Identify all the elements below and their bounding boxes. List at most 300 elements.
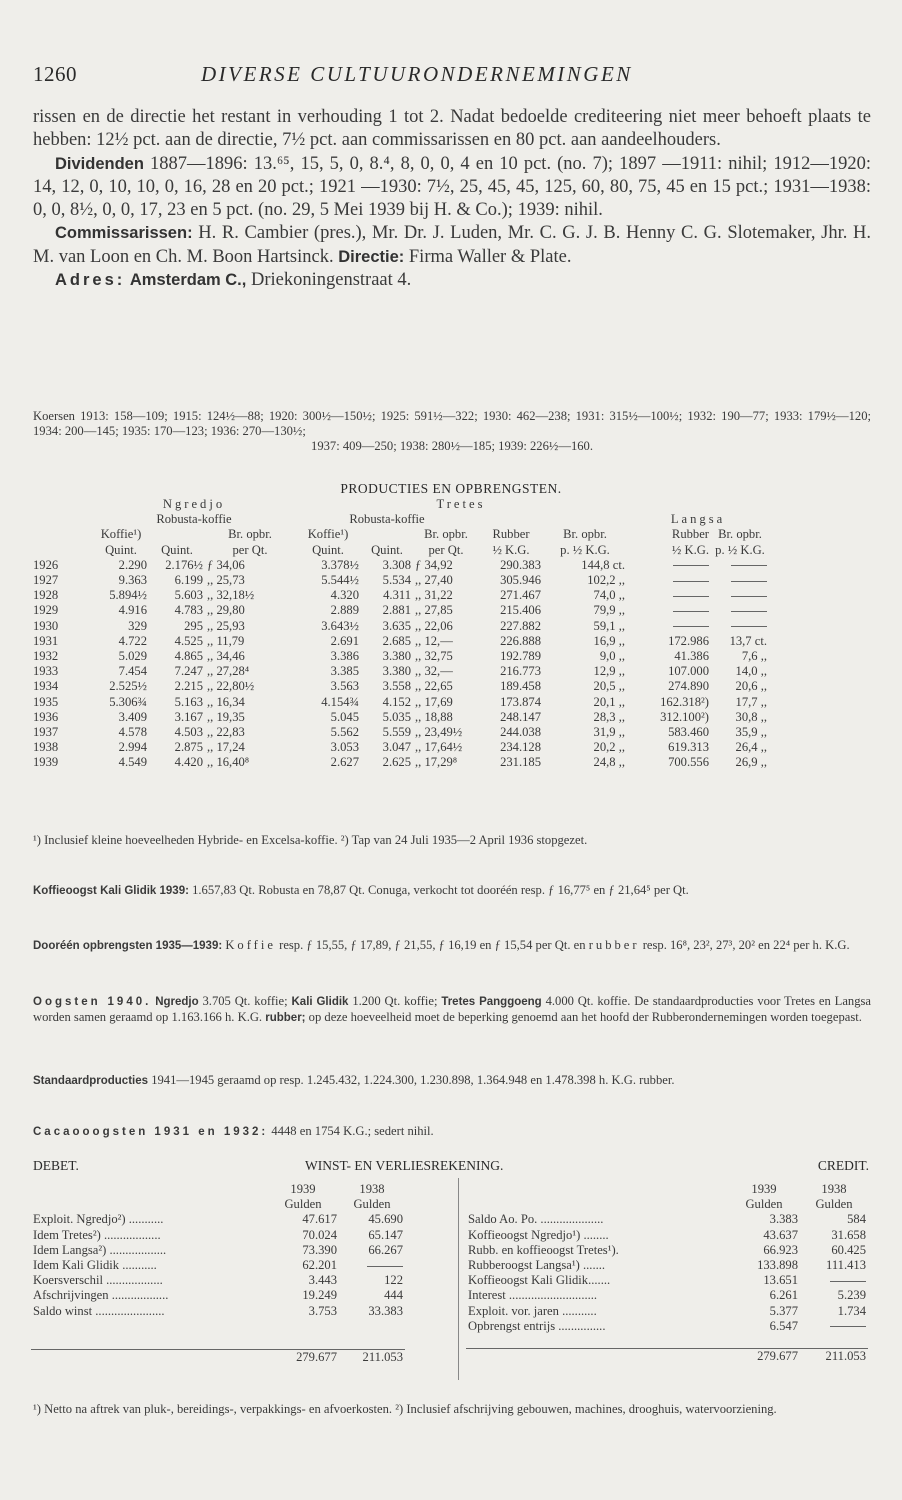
value-cell: ,, 16,40⁸: [207, 755, 250, 770]
year-cell: 1929: [33, 603, 59, 618]
debit-total-1938: 211.053: [362, 1349, 403, 1364]
value-cell: 3.047: [382, 740, 411, 755]
value-cell: 4.152: [382, 694, 411, 709]
value-cell: 20,1 ,,: [593, 694, 625, 709]
production-row: [31, 573, 769, 588]
value-cell: 4.420: [174, 755, 203, 770]
value-cell: 5.045: [330, 709, 359, 724]
account-amount: 66.267: [368, 1242, 403, 1257]
account-amount: 45.690: [368, 1212, 403, 1227]
value-cell: 14,0 ,,: [735, 664, 767, 679]
value-cell: 4.320: [330, 588, 359, 603]
value-cell: 189.458: [500, 679, 541, 694]
value-cell: 7.454: [118, 664, 147, 679]
value-cell: ,, 18,88: [415, 709, 453, 724]
subgroup-header-row: [31, 512, 769, 527]
year-1938: 1938: [359, 1182, 385, 1196]
value-cell: 3.053: [330, 740, 359, 755]
group-tretes: Tretes: [436, 497, 486, 511]
production-row: [31, 725, 769, 740]
oogsten-text-1: 3.705 Qt. koffie;: [202, 994, 288, 1008]
account-amount: 65.147: [368, 1227, 403, 1242]
value-cell: ,, 31,22: [415, 588, 453, 603]
oogsten-text-2: 1.200 Qt. koffie;: [352, 994, 438, 1008]
value-cell: 295: [184, 618, 203, 633]
value-cell: 9.363: [118, 573, 147, 588]
running-title: DIVERSE CULTUURONDERNEMINGEN: [201, 62, 633, 86]
value-cell: 5.035: [382, 709, 411, 724]
account-amount: 133.898: [757, 1258, 798, 1273]
value-cell: 26,9 ,,: [735, 755, 767, 770]
value-cell: 234.128: [500, 740, 541, 755]
production-row: [31, 755, 769, 770]
value-cell: ,, 22,06: [415, 618, 453, 633]
value-cell: 20,5 ,,: [593, 679, 625, 694]
unit-gulden: Gulden: [815, 1197, 853, 1212]
value-cell: 5.559: [382, 725, 411, 740]
account-label: Exploit. vor. jaren ...........: [468, 1303, 597, 1318]
account-amount: 6.261: [769, 1288, 798, 1303]
value-cell: 5.603: [174, 588, 203, 603]
value-cell: 2.691: [330, 633, 359, 648]
unit-header-row: [31, 543, 769, 558]
group-header-row: [31, 497, 769, 512]
value-cell: 244.038: [500, 725, 541, 740]
value-cell: [627, 603, 711, 618]
year-cell: 1934: [33, 679, 59, 694]
production-row: [31, 664, 769, 679]
production-row: [31, 710, 769, 725]
value-cell: 20,2 ,,: [593, 740, 625, 755]
account-amount: 19.249: [302, 1288, 337, 1303]
value-cell: 6.199: [174, 573, 203, 588]
year-cell: 1930: [33, 618, 59, 633]
account-row: [466, 1243, 868, 1258]
account-amount: 122: [384, 1273, 403, 1288]
value-cell: 329: [128, 618, 147, 633]
value-cell: ,, 32,—: [415, 664, 453, 679]
account-amount: [339, 1258, 405, 1273]
production-row: [31, 619, 769, 634]
value-cell: 35,9 ,,: [735, 725, 767, 740]
value-cell: [627, 588, 711, 603]
unit-per-qt: per Qt.: [232, 542, 268, 557]
value-cell: 173.874: [500, 694, 541, 709]
value-cell: ,, 34,46: [207, 649, 245, 664]
value-cell: ,, 25,93: [207, 618, 245, 633]
year-row: [31, 1182, 405, 1197]
value-cell: 4.722: [118, 633, 147, 648]
dooreen-rubber: rubber: [588, 938, 640, 952]
value-cell: ,, 22,65: [415, 679, 453, 694]
value-cell: 144,8 ct.: [581, 557, 625, 572]
account-label: Saldo winst ......................: [33, 1303, 165, 1318]
group-langsa: Langsa: [670, 512, 726, 527]
value-cell: 583.460: [668, 725, 709, 740]
unit-gulden: Gulden: [284, 1197, 322, 1212]
dash-line: [830, 1326, 866, 1327]
account-row: [31, 1304, 405, 1319]
year-cell: 1936: [33, 709, 59, 724]
unit-quint: Quint.: [161, 542, 193, 557]
dash-line: [731, 626, 767, 627]
dividends-paragraph: [33, 153, 871, 223]
account-label: Idem Tretes²) ..................: [33, 1227, 161, 1242]
value-cell: 59,1 ,,: [593, 618, 625, 633]
value-cell: [711, 573, 769, 588]
kali-label: Koffieoogst Kali Glidik 1939:: [33, 885, 189, 897]
dash-line: [731, 565, 767, 566]
dash-line: [673, 581, 709, 582]
production-row: [31, 649, 769, 664]
oogsten-ngredjo: Ngredjo: [155, 996, 199, 1008]
value-cell: ,, 17,24: [207, 740, 245, 755]
credit-label: CREDIT.: [817, 1158, 869, 1173]
value-cell: 2.875: [174, 740, 203, 755]
account-amount: 70.024: [302, 1227, 337, 1242]
value-cell: [711, 558, 769, 573]
account-footnote-text: ¹) Netto na aftrek van pluk-, bereidings-, verpakkings- en afvoerkosten. ²) Inclusief afschrijving gebouwen, machines, drooghuis, watervoorziening.: [33, 1402, 777, 1416]
year-1939: 1939: [751, 1182, 777, 1196]
col-rubber-2: Rubber: [671, 527, 709, 542]
dash-line: [673, 596, 709, 597]
dash-line: [830, 1281, 866, 1282]
commissioners-label: Commissarissen:: [55, 224, 193, 243]
account-amount: 444: [384, 1288, 403, 1303]
value-cell: 5.534: [382, 573, 411, 588]
col-koffie: Koffie¹): [100, 527, 142, 542]
account-amount: 43.637: [763, 1227, 798, 1242]
unit-quint: Quint.: [105, 542, 137, 557]
unit-per-qt: per Qt.: [428, 542, 464, 557]
oogsten-kali: Kali Glidik: [291, 996, 349, 1008]
value-cell: 5.163: [174, 694, 203, 709]
value-cell: 79,9 ,,: [593, 603, 625, 618]
address-street: Driekoningenstraat 4.: [250, 270, 412, 291]
account-amount: 6.547: [769, 1318, 798, 1333]
value-cell: 17,7 ,,: [735, 694, 767, 709]
account-label: Koersverschil ..................: [33, 1273, 163, 1288]
value-cell: 226.888: [500, 633, 541, 648]
year-1939: 1939: [290, 1182, 316, 1196]
account-amount: 1.734: [837, 1303, 866, 1318]
account-row: [466, 1304, 868, 1319]
column-header-row: [31, 527, 769, 542]
account-amount: 66.923: [763, 1242, 798, 1257]
value-cell: [627, 619, 711, 634]
robusta-ngredjo: Robusta-koffie: [156, 512, 232, 527]
account-row: [31, 1288, 405, 1303]
account-label: Afschrijvingen ..................: [33, 1288, 169, 1303]
value-cell: 2.881: [382, 603, 411, 618]
account-amount: 3.753: [308, 1303, 337, 1318]
value-cell: 216.773: [500, 664, 541, 679]
intro-paragraph: rissen en de directie het restant in verhouding 1 tot 2. Nadat bedoelde crediteering niet meer behoeft plaats te hebben: 12½ pct. aan de directie, 7½ pct. aan commissarissen en 80 pct. aan aandeelhouders.: [33, 107, 871, 151]
address-city: Amsterdam C.,: [129, 271, 247, 290]
value-cell: ,, 19,35: [207, 709, 245, 724]
oogsten-text-4: op deze hoeveelheid moet de beperking genoemd aan het hoofd der Rubberondernemingen worden toegepast.: [308, 1010, 862, 1024]
value-cell: 4.578: [118, 725, 147, 740]
value-cell: [711, 588, 769, 603]
footnote-text: ¹) Inclusief kleine hoeveelheden Hybride- en Excelsa-koffie. ²) Tap van 24 Juli 1935—2 April 1936 stopgezet.: [33, 833, 588, 847]
account-amount: 3.383: [769, 1212, 798, 1227]
account-row: [31, 1273, 405, 1288]
production-row: [31, 634, 769, 649]
account-amount: 111.413: [826, 1258, 866, 1273]
value-cell: 26,4 ,,: [735, 740, 767, 755]
debit-total-1939: 279.677: [296, 1349, 337, 1364]
dash-line: [367, 1266, 403, 1267]
value-cell: ,, 29,80: [207, 603, 245, 618]
debit-table: [31, 1182, 405, 1365]
value-cell: 3.378½: [321, 557, 359, 572]
spacer-row: [31, 1319, 405, 1350]
production-row: [31, 695, 769, 710]
account-row: [466, 1273, 868, 1288]
value-cell: 12,9 ,,: [593, 664, 625, 679]
value-cell: 4.916: [118, 603, 147, 618]
value-cell: 2.889: [330, 603, 359, 618]
production-row: [31, 603, 769, 618]
value-cell: ,, 27,40: [415, 573, 453, 588]
account-amount: [800, 1273, 868, 1288]
value-cell: ,, 17,69: [415, 694, 453, 709]
value-cell: 274.890: [668, 679, 709, 694]
value-cell: 271.467: [500, 588, 541, 603]
kali-note: [33, 883, 871, 899]
year-cell: 1933: [33, 664, 59, 679]
account-row: [466, 1288, 868, 1303]
value-cell: ,, 12,—: [415, 633, 453, 648]
commissioners-paragraph: [33, 222, 871, 269]
account-row: [466, 1258, 868, 1273]
value-cell: 9,0 ,,: [599, 649, 625, 664]
page-number: 1260: [33, 62, 77, 86]
unit-row: [31, 1197, 405, 1212]
value-cell: ,, 16,34: [207, 694, 245, 709]
value-cell: 2.290: [118, 557, 147, 572]
value-cell: 4.503: [174, 725, 203, 740]
value-cell: 3.409: [118, 709, 147, 724]
value-cell: 20,6 ,,: [735, 679, 767, 694]
year-row: [466, 1182, 868, 1197]
value-cell: 41.386: [674, 649, 709, 664]
value-cell: 3.385: [330, 664, 359, 679]
koersen-line: Koersen 1913: 158—109; 1915: 124½—88; 1920: 300½—150½; 1925: 591½—322; 1930: 462—238; 1931: 315½—100½; 1932: 190—77; 1933: 179½—120; 1934: 200—145; 1935: 170—123; 1936: 270—130½;: [33, 409, 871, 438]
value-cell: 312.100²): [660, 709, 709, 724]
col-bropbr: Br. opbr.: [228, 527, 272, 542]
standaard-text: 1941—1945 geraamd op resp. 1.245.432, 1.224.300, 1.230.898, 1.364.948 en 1.478.398 h. K.G. rubber.: [151, 1073, 675, 1087]
year-cell: 1926: [33, 557, 59, 572]
unit-pkg: p. ½ K.G.: [560, 542, 610, 557]
directie-text: Firma Waller & Plate.: [408, 246, 572, 267]
year-cell: 1938: [33, 740, 59, 755]
account-amount: 33.383: [368, 1303, 403, 1318]
value-cell: 2.994: [118, 740, 147, 755]
koersen-line-2: 1937: 409—250; 1938: 280½—185; 1939: 226½—160.: [311, 439, 593, 453]
value-cell: ,, 22,83: [207, 725, 245, 740]
credit-table: [466, 1182, 868, 1364]
value-cell: [711, 619, 769, 634]
value-cell: 619.313: [668, 740, 709, 755]
value-cell: 4.525: [174, 633, 203, 648]
credit-total-1938: 211.053: [825, 1349, 866, 1364]
value-cell: ,, 25,73: [207, 573, 245, 588]
account-row: [466, 1212, 868, 1227]
account-label: Idem Kali Glidik ...........: [33, 1258, 157, 1273]
year-cell: 1928: [33, 588, 59, 603]
account-amount: 60.425: [831, 1242, 866, 1257]
account-divider: [458, 1178, 459, 1380]
account-amount: 5.239: [837, 1288, 866, 1303]
year-cell: 1931: [33, 633, 59, 648]
account-title: WINST- EN VERLIESREKENING.: [305, 1158, 504, 1173]
value-cell: 3.380: [382, 649, 411, 664]
value-cell: 215.406: [500, 603, 541, 618]
value-cell: [627, 558, 711, 573]
value-cell: ,, 22,80½: [207, 679, 255, 694]
oogsten-text-3: 4.000 Qt. koffie. De standaardproducties voor Tretes en Langsa worden samen geraamd op 1.163.166 h. K.G.: [33, 994, 872, 1024]
unit-gulden: Gulden: [353, 1197, 391, 1212]
value-cell: 7.247: [174, 664, 203, 679]
value-cell: 162.318²): [660, 694, 709, 709]
standaard-label: Standaardproducties: [33, 1075, 149, 1087]
year-cell: 1935: [33, 694, 59, 709]
year-1938: 1938: [821, 1182, 847, 1196]
value-cell: 227.882: [500, 618, 541, 633]
value-cell: 290.383: [500, 557, 541, 572]
col-bropbr-3: Br. opbr.: [563, 527, 607, 542]
col-rubber: Rubber: [492, 527, 530, 542]
account-row: [31, 1228, 405, 1243]
directie-label: Directie:: [338, 247, 405, 266]
unit-pkg: p. ½ K.G.: [715, 542, 765, 557]
value-cell: 5.306¾: [109, 694, 147, 709]
unit-quint: Quint.: [312, 542, 344, 557]
value-cell: ƒ 34,06: [207, 557, 245, 572]
value-cell: 2.176½: [165, 557, 203, 572]
value-cell: 2.215: [174, 679, 203, 694]
dash-line: [731, 581, 767, 582]
account-row: [31, 1243, 405, 1258]
value-cell: 5.894½: [109, 588, 147, 603]
dash-line: [731, 611, 767, 612]
value-cell: 192.789: [500, 649, 541, 664]
production-row: [31, 679, 769, 694]
value-cell: 3.643½: [321, 618, 359, 633]
account-label: Koffieoogst Ngredjo¹) ........: [468, 1227, 609, 1242]
value-cell: 172.986: [668, 633, 709, 648]
value-cell: 7,6 ,,: [741, 649, 767, 664]
value-cell: ƒ 34,92: [415, 557, 453, 572]
dash-line: [731, 596, 767, 597]
dooreen-text-1: resp. ƒ 15,55, ƒ 17,89, ƒ 21,55, ƒ 16,19 en ƒ 15,54 per Qt. en: [279, 938, 586, 952]
value-cell: 5.562: [330, 725, 359, 740]
value-cell: 3.308: [382, 557, 411, 572]
value-cell: ,, 23,49½: [415, 725, 463, 740]
production-title: PRODUCTIES EN OPBRENGSTEN.: [340, 481, 562, 496]
account-row: [31, 1258, 405, 1273]
value-cell: 28,3 ,,: [593, 709, 625, 724]
value-cell: 3.635: [382, 618, 411, 633]
debit-total-row: [31, 1349, 405, 1365]
dash-line: [673, 611, 709, 612]
dividends-text: 1887—1896: 13.⁶⁵, 15, 5, 0, 8.⁴, 8, 0, 0, 4 en 10 pct. (no. 7); 1897 —1911: nihil; 1912—1920: 14, 12, 0, 10, 10, 0, 16, 28 en 20 pct.; 1921 —1930: 7½, 25, 45, 45, 125, 60, 80, 75, 45 en 15 pct.; 1931—1938: 0, 0, 8½, 0, 0, 17, 23 en 5 pct. (no. 29, 5 Mei 1939 bij H. & Co.); 1939: nihil.: [33, 153, 871, 221]
account-amount: 31.658: [831, 1227, 866, 1242]
oogsten-rubber: rubber;: [265, 1012, 306, 1024]
value-cell: 3.380: [382, 664, 411, 679]
cacao-note: [33, 1124, 871, 1140]
address-label: Adres:: [55, 271, 126, 290]
account-row: [31, 1212, 405, 1227]
dooreen-text-2: resp. 16⁸, 23², 27³, 20² en 22⁴ per h. K.G.: [642, 938, 850, 952]
value-cell: ,, 32,18½: [207, 588, 255, 603]
account-row: [466, 1319, 868, 1334]
value-cell: 3.167: [174, 709, 203, 724]
credit-total-1939: 279.677: [757, 1349, 798, 1364]
account-amount: 584: [847, 1212, 866, 1227]
value-cell: 2.625: [382, 755, 411, 770]
col-koffie-2: Koffie¹): [307, 527, 349, 542]
cacao-text: 4448 en 1754 K.G.; sedert nihil.: [271, 1124, 434, 1138]
production-row: [31, 740, 769, 755]
value-cell: 2.525½: [109, 679, 147, 694]
value-cell: 4.783: [174, 603, 203, 618]
value-cell: 2.685: [382, 633, 411, 648]
value-cell: 2.627: [330, 755, 359, 770]
cacao-label: Cacaooogsten 1931 en 1932:: [33, 1126, 269, 1138]
intro-section: [33, 106, 871, 292]
value-cell: 3.563: [330, 679, 359, 694]
value-cell: 13,7 ct.: [729, 633, 767, 648]
dash-line: [673, 565, 709, 566]
production-row: [31, 558, 769, 573]
value-cell: ,, 17,64½: [415, 740, 463, 755]
value-cell: 4.311: [383, 588, 411, 603]
group-ngredjo: Ngredjo: [162, 497, 226, 511]
account-label: Rubberoogst Langsa¹) .......: [468, 1258, 606, 1273]
value-cell: 74,0 ,,: [593, 588, 625, 603]
production-footnote: [33, 833, 871, 848]
credit-total-row: [466, 1349, 868, 1365]
unit-gulden: Gulden: [745, 1197, 783, 1212]
account-label: Koffieoogst Kali Glidik.......: [468, 1273, 611, 1288]
value-cell: 3.558: [382, 679, 411, 694]
value-cell: 305.946: [500, 573, 541, 588]
value-cell: 4.549: [118, 755, 147, 770]
value-cell: ,, 32,75: [415, 649, 453, 664]
dooreen-koffie: Koffie: [225, 938, 276, 952]
page-header: [33, 62, 868, 90]
account-amount: 3.443: [308, 1273, 337, 1288]
debet-label: DEBET.: [33, 1158, 79, 1173]
dash-line: [673, 626, 709, 627]
unit-quint: Quint.: [371, 542, 403, 557]
value-cell: 231.185: [500, 755, 541, 770]
oogsten-tretes: Tretes Panggoeng: [441, 996, 542, 1008]
value-cell: [627, 573, 711, 588]
account-row: [466, 1228, 868, 1243]
value-cell: 3.386: [330, 649, 359, 664]
value-cell: 5.029: [118, 649, 147, 664]
spacer-row: [466, 1334, 868, 1349]
account-label: Saldo Ao. Po. ....................: [468, 1212, 604, 1227]
unit-kg: ½ K.G.: [671, 542, 709, 557]
account-footnote: [33, 1402, 871, 1417]
koersen-section: [33, 409, 871, 454]
value-cell: ,, 27,28⁴: [207, 664, 250, 679]
account-label: Exploit. Ngredjo²) ...........: [33, 1212, 164, 1227]
